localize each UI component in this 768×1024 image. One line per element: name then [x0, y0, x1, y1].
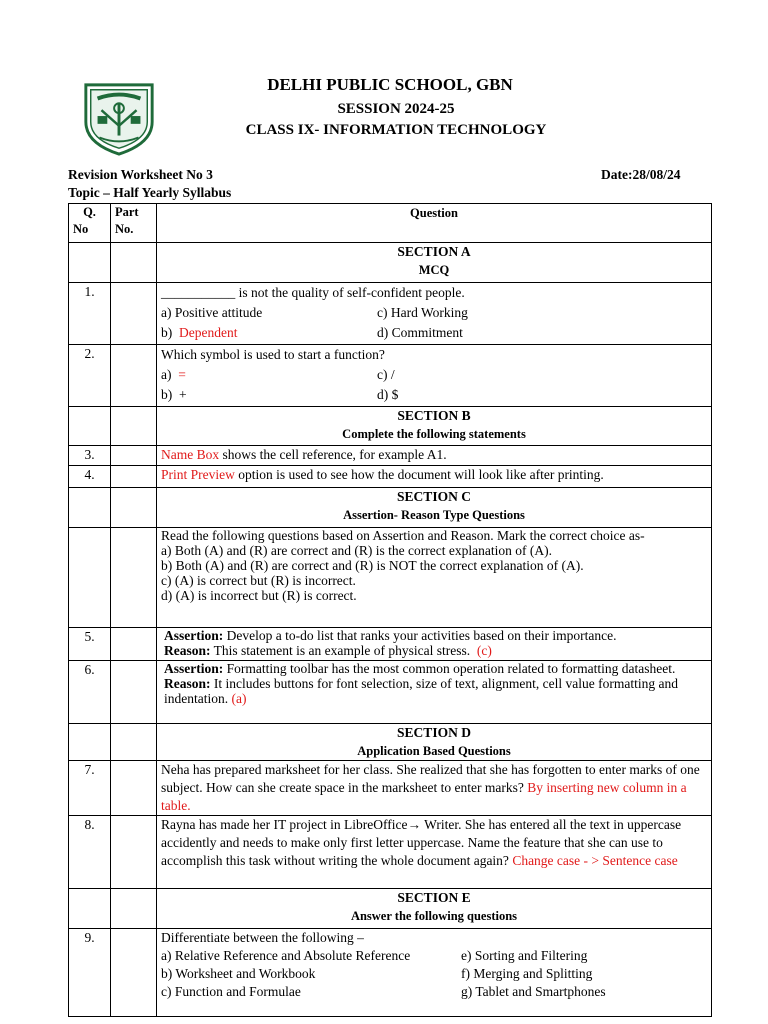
question-row-6	[69, 661, 712, 724]
section-e-title: SECTION E	[397, 890, 471, 905]
section-c-subtitle: Assertion- Reason Type Questions	[343, 508, 525, 522]
q4-cell	[157, 466, 712, 488]
q2-option-c: c) /	[377, 367, 395, 382]
q7-cell	[157, 761, 712, 816]
section-e-subtitle: Answer the following questions	[350, 909, 518, 923]
q7-text: Neha has prepared marksheet for her class. She realized that she has forgotten to enter marks of one subject. How can she create space in the marksheet to enter marks?	[161, 762, 700, 795]
q3-text: shows the cell reference, for example A1.	[219, 447, 447, 462]
col-part-line1: Part	[115, 205, 139, 219]
q9-option-e: e) Sorting and Filtering	[461, 948, 588, 963]
q5-reason-text: This statement is an example of physical stress.	[210, 643, 477, 658]
q2-answer: =	[178, 367, 186, 382]
q9-number: 9.	[69, 929, 111, 1017]
question-row-3	[69, 446, 712, 466]
col-question-header: Question	[157, 204, 712, 243]
q1-option-b-label: b)	[161, 325, 179, 340]
q8-answer: Change case - > Sentence case	[512, 853, 678, 868]
q6-number: 6.	[69, 661, 111, 724]
q6-assertion	[164, 661, 707, 676]
col-qno-header	[69, 204, 111, 243]
q8-cell	[157, 816, 712, 889]
section-b-title: SECTION B	[397, 408, 471, 423]
section-a-subtitle: MCQ	[418, 263, 450, 277]
q2-cell	[157, 345, 712, 407]
q3-answer: Name Box	[161, 447, 220, 462]
question-row-7	[69, 761, 712, 816]
section-a-title: SECTION A	[397, 244, 471, 259]
arrow-icon: →	[407, 817, 422, 832]
q6-reason-label: Reason:	[164, 676, 211, 691]
q2-stem: Which symbol is used to start a function?	[161, 347, 385, 362]
q2-option-b: b) +	[161, 387, 187, 402]
section-c-heading	[157, 488, 712, 528]
ar-instructions	[157, 528, 712, 628]
school-name: DELHI PUBLIC SCHOOL, GBN	[267, 75, 513, 94]
q6-answer: (a)	[231, 691, 247, 706]
q1-answer: Dependent	[179, 325, 238, 340]
q9-option-f: f) Merging and Splitting	[461, 966, 593, 981]
section-d-heading	[157, 724, 712, 761]
q5-reason-label: Reason:	[164, 643, 211, 658]
q3-cell	[157, 446, 712, 466]
q9-option-g: g) Tablet and Smartphones	[461, 984, 606, 999]
section-a-heading	[157, 243, 712, 283]
class-subject-title: CLASS IX- INFORMATION TECHNOLOGY	[245, 122, 547, 138]
q9-cell	[157, 929, 712, 1017]
section-e-heading	[157, 889, 712, 929]
q2-number: 2.	[69, 345, 111, 407]
q9-option-c: c) Function and Formulae	[161, 984, 301, 999]
q3-number: 3.	[69, 446, 111, 466]
q5-cell	[157, 628, 712, 661]
question-row-5	[69, 628, 712, 661]
section-b-subtitle: Complete the following statements	[342, 427, 526, 441]
q7-number: 7.	[69, 761, 111, 816]
q9-option-b: b) Worksheet and Workbook	[161, 966, 316, 981]
q5-answer: (c)	[476, 643, 492, 658]
q5-reason	[164, 643, 707, 658]
q1-option-c: c) Hard Working	[377, 305, 468, 320]
q8-number: 8.	[69, 816, 111, 889]
worksheet-title: Revision Worksheet No 3	[68, 167, 213, 182]
section-b-row	[69, 407, 712, 446]
question-row-1	[69, 283, 712, 345]
q6-reason-text: It includes buttons for font selection, size of text, alignment, cell value formatting and indentation.	[164, 676, 682, 706]
q5-assertion-text: Develop a to-do list that ranks your activities based on their importance.	[223, 628, 617, 643]
q1-cell	[157, 283, 712, 345]
ar-intro: Read the following questions based on Assertion and Reason. Mark the correct choice as-	[161, 528, 645, 543]
q2-options	[161, 365, 707, 405]
col-qno-line1: Q.	[83, 205, 96, 219]
q4-number: 4.	[69, 466, 111, 488]
section-c-title: SECTION C	[397, 489, 471, 504]
q1-option-a: a) Positive attitude	[161, 305, 263, 320]
section-c-row	[69, 488, 712, 528]
question-row-9	[69, 929, 712, 1017]
q5-number: 5.	[69, 628, 111, 661]
q2-option-a	[161, 365, 377, 385]
question-table	[68, 203, 712, 1017]
assertion-reason-instructions-row	[69, 528, 712, 628]
section-a-row	[69, 243, 712, 283]
col-part-header	[111, 204, 157, 243]
q1-option-b	[161, 323, 377, 343]
q8-text-1: Rayna has made her IT project in LibreOffice	[161, 817, 408, 832]
section-d-subtitle: Application Based Questions	[357, 744, 511, 758]
q8-text-2: Writer. She has entered all the text in uppercase accidently and needs to make only first letter uppercase. Name the feature that she can use to accomplish this task without writing the whole document again?	[161, 817, 682, 868]
question-row-4	[69, 466, 712, 488]
q2-option-a-label: a)	[161, 367, 179, 382]
section-b-heading	[157, 407, 712, 446]
q5-assertion	[164, 628, 707, 643]
q7-answer: By inserting new column in a table.	[161, 780, 687, 813]
question-row-2	[69, 345, 712, 407]
worksheet-topic: Topic – Half Yearly Syllabus	[68, 185, 232, 200]
q5-assertion-label: Assertion:	[164, 628, 224, 643]
q6-assertion-label: Assertion:	[164, 661, 224, 676]
q6-cell	[157, 661, 712, 724]
table-header-row	[69, 204, 712, 243]
ar-choice-a: a) Both (A) and (R) are correct and (R) is the correct explanation of (A).	[161, 543, 552, 558]
q1-number: 1.	[69, 283, 111, 345]
col-part-line2: No.	[115, 222, 134, 236]
ar-choice-b: b) Both (A) and (R) are correct and (R) is NOT the correct explanation of (A).	[161, 558, 584, 573]
q6-reason	[164, 676, 707, 706]
q6-assertion-text: Formatting toolbar has the most common operation related to formatting datasheet.	[223, 661, 676, 676]
section-d-title: SECTION D	[397, 725, 471, 740]
q1-options	[161, 303, 707, 343]
q1-stem: ___________ is not the quality of self-confident people.	[161, 285, 465, 300]
q4-text: option is used to see how the document will look like after printing.	[234, 467, 604, 482]
q1-option-d: d) Commitment	[377, 325, 463, 340]
ar-choice-c: c) (A) is correct but (R) is incorrect.	[161, 573, 356, 588]
section-e-row	[69, 889, 712, 929]
q9-option-a: a) Relative Reference and Absolute Reference	[161, 948, 411, 963]
q4-answer: Print Preview	[161, 467, 235, 482]
ar-choice-d: d) (A) is incorrect but (R) is correct.	[161, 588, 357, 603]
q2-option-d: d) $	[377, 387, 399, 402]
session-title: SESSION 2024-25	[337, 101, 455, 117]
q9-stem: Differentiate between the following –	[161, 930, 364, 945]
section-d-row	[69, 724, 712, 761]
question-row-8	[69, 816, 712, 889]
worksheet-date: Date:28/08/24	[601, 167, 681, 182]
col-qno-line2: No	[73, 222, 89, 236]
q9-options	[161, 947, 707, 1001]
